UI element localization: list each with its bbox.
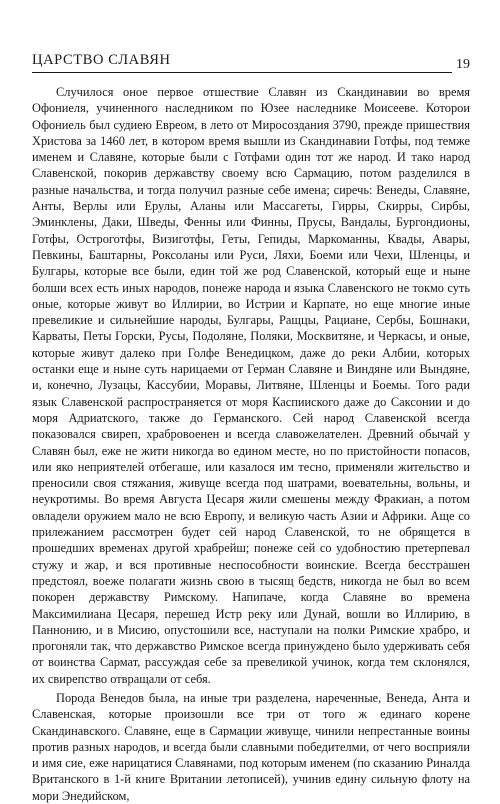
running-title: ЦАРСТВО СЛАВЯН [32, 52, 171, 68]
running-header [32, 50, 470, 73]
paragraph-2: Порода Венедов была, на иные три разделена, нареченные, Венеда, Анта и Славенская, которые произошли все три от того ж единаго корене Скандинавского. Славяне, еще в Сармации живуще, чинили непрестанные воины против разных народов, и всегда были славными победителми, от чего восприяли и имя сие, еже нарицатися Славянами, под которым именем (по сказанию Риналда Вританского в 1-й книге Вритании летописей), учинив едину сильную флоту на мори Энедийском, [32, 690, 470, 803]
paragraph-1: Случилося оное первое отшествие Славян из Скандинавии во время Офониеля, учиненного наследником по Юзее наследнике Моисееве. Которои Офониель был судиею Евреом, в лето от Миросоздания 3790, прежде пришествия Христова за 1460 лет, в котором время вышли из Скандинавии Готфы, под темже именем и Славяне, которые были с Готфами один тот же народ. И тако народ Славенской, покорив державству своему всю Сармацию, потом разделился в разные начальства, и тогда получил разные себе имена; сиречь: Венеды, Славяне, Анты, Верлы или Ерулы, Аланы или Массагеты, Гирры, Скирры, Сирбы, Эминклены, Даки, Шведы, Фенны или Финны, Прусы, Вандалы, Бургондионы, Готфы, Остроготфы, Визиготфы, Геты, Гепиды, Маркоманны, Квады, Авары, Певкины, Баштарны, Роксоланы или Руси, Ляхи, Боеми или Чехи, Шленцы, и Булгары, которые все были, един той же род Славенской, который еще и ныне болши всех есть иных народов, понеже народа и языка Славенского не токмо суть оные, которые живут во Иллирии, во Истрии и Карпате, но еще многие иные превеликие и сильнейшие народы, Булгары, Ращцы, Рациане, Сербы, Бошнаки, Карваты, Петы Горски, Русы, Подоляне, Поляки, Москвитяне, и Черкасы, и оные, которые живут далеко при Голфе Венедицком, даже до реки Албии, которых останки еще и ныне суть нарицаеми от Герман Славяне и Виндяне или Вындяне, и, конечно, Лузацы, Кассубии, Моравы, Литвяне, Шленцы и Боемы. Того ради язык Славенской распространяется от моря Каспииского даже до Саксонии и до моря Адриатского, также до Германского. Сей народ Славенской всегда показовался свиреп, храбровоенен и всегда славожелателен. Древний обычай у Славян был, еже не жити никогда во едином месте, но по пристойности попасов, или яко неприятелей отбегаше, или казалося им тесно, применяли жительство и преносили своя стяжания, живуще всегда под шатрами, воевательны, вольны, и неукротимы. Во время Августа Цесаря жили смешены между Фракиан, а потом овладели оружием мало не всю Европу, и великую часть Азии и Африки. Аще со прилежанием рассмотрен будет сей народ Славенской, то не обрящется в прошедших временах другой храбрейш; понеже сей со удобностию претерпевал стужу и жар, и вся противные неспособности воинские. Всегда бесстрашен предстоял, воеже полагати жизнь свою в тысящ бедств, никогда не был во всем покорен державству Римскому. Напипаче, когда Славяне во времена Максимилиана Цесаря, перешед Истр реку или Дунай, вошли во Иллирию, в Паннонию, и в Мисию, опустошили все, наступали на полки Римские храбро, и прогоняли так, что державство Римское всегда принуждено было удерживать себя от воинства Сармат, рассуждая себе за превеликой учинок, когда тем склонялся, их свирепство отвращали от себя. [32, 85, 470, 686]
page-number: 19 [452, 57, 470, 73]
body-text [32, 84, 470, 804]
